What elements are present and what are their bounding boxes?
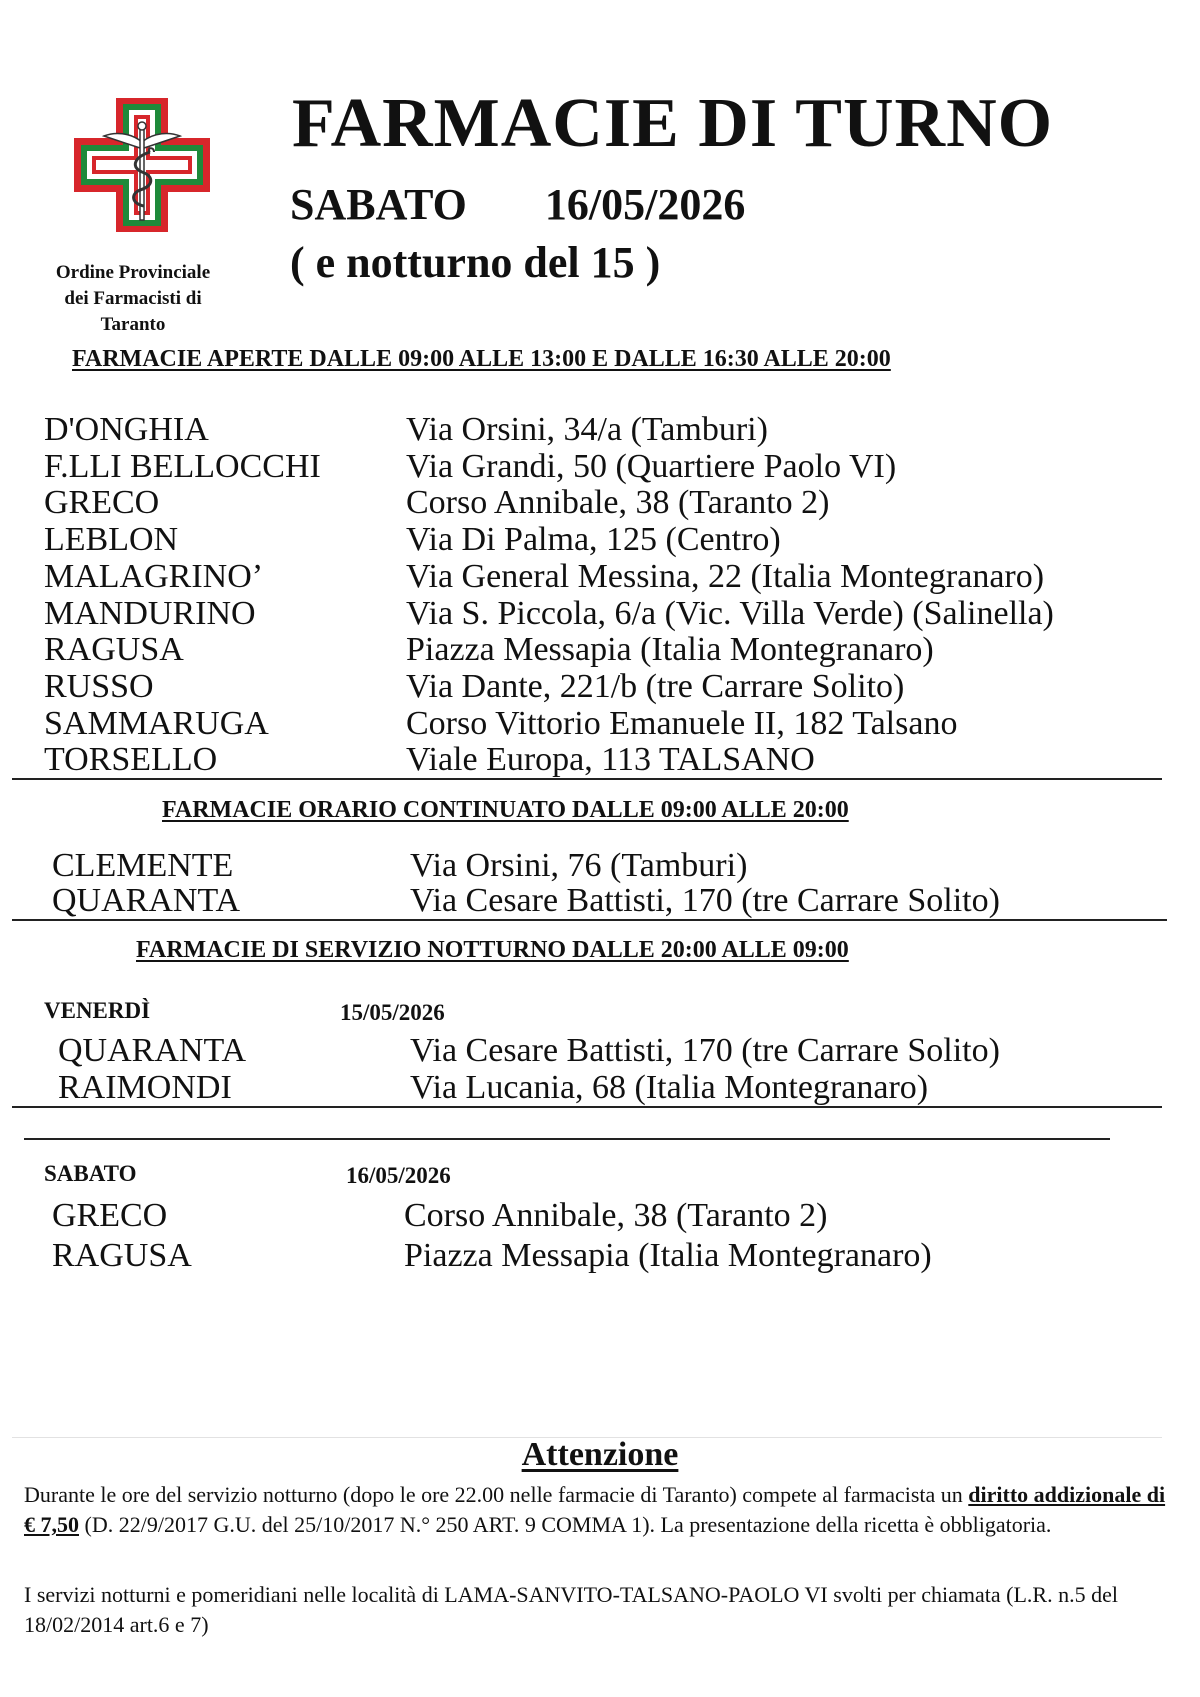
pharmacy-address: Via S. Piccola, 6/a (Vic. Villa Verde) (Salinella) — [406, 594, 1054, 632]
pharmacy-name: LEBLON — [44, 521, 179, 559]
pharmacy-name: MALAGRINO’ — [44, 557, 264, 595]
notice-fee-highlight: diritto addizionale di € 7,50 — [24, 1482, 1166, 1537]
pharmacy-name: RAGUSA — [44, 631, 184, 669]
divider — [12, 1106, 1162, 1108]
pharmacy-name: D'ONGHIA — [44, 411, 209, 448]
pharmacy-name: CLEMENTE — [52, 847, 234, 884]
pharmacy-address: Piazza Messapia (Italia Montegranaro) — [404, 1237, 932, 1274]
pharmacy-cross-caduceus-icon — [74, 98, 210, 232]
pharmacy-address: Via Orsini, 34/a (Tamburi) — [406, 411, 768, 448]
night-date: 15/05/2026 — [340, 1000, 445, 1025]
divider — [12, 919, 1167, 921]
pharmacy-address: Viale Europa, 113 TALSANO — [406, 741, 815, 779]
pharmacy-address: Via General Messina, 22 (Italia Montegranaro) — [406, 557, 1045, 595]
pharmacy-address: Via Dante, 221/b (tre Carrare Solito) — [406, 667, 905, 705]
pharmacy-list-continuous — [52, 848, 1172, 918]
pharmacy-name: QUARANTA — [58, 1032, 247, 1069]
section-heading-continuous-hours: FARMACIE ORARIO CONTINUATO DALLE 09:00 ALLE 20:00 — [162, 797, 849, 823]
pharmacy-address: Piazza Messapia (Italia Montegranaro) — [406, 631, 934, 669]
pharmacy-address: Via Grandi, 50 (Quartiere Paolo VI) — [406, 447, 897, 485]
day-line — [290, 180, 745, 230]
list-item — [52, 1236, 1172, 1276]
day-date: 16/05/2026 — [544, 180, 746, 229]
pharmacy-address: Corso Vittorio Emanuele II, 182 Talsano — [406, 704, 958, 742]
org-name-line1: Ordine Provinciale — [55, 262, 211, 283]
list-item — [52, 848, 1172, 883]
pharmacy-address: Via Lucania, 68 (Italia Montegranaro) — [410, 1069, 929, 1106]
notice-paragraph-services: I servizi notturni e pomeridiani nelle località di LAMA-SANVITO-TALSANO-PAOLO VI svolti per chiamata (L.R. n.5 del 18/02/2014 art.6 e 7) — [24, 1582, 1118, 1637]
pharmacy-address: Via Cesare Battisti, 170 (tre Carrare Solito) — [410, 1032, 1000, 1069]
list-item — [44, 522, 1164, 559]
list-item — [44, 449, 1164, 486]
notice-text: Durante le ore del servizio notturno (dopo le ore 22.00 nelle farmacie di Taranto) compete al farmacista un — [24, 1482, 969, 1507]
notice-paragraph-fee — [24, 1480, 1174, 1540]
night-day-label: VENERDÌ — [44, 998, 151, 1023]
list-item — [58, 1032, 1178, 1069]
list-item — [44, 485, 1164, 522]
list-item — [52, 883, 1172, 918]
pharmacy-name: RUSSO — [44, 667, 154, 705]
list-item — [44, 596, 1164, 633]
pharmacy-name: RAIMONDI — [58, 1069, 232, 1106]
divider — [24, 1138, 1110, 1140]
pharmacy-address: Corso Annibale, 38 (Taranto 2) — [404, 1197, 828, 1234]
pharmacy-address: Corso Annibale, 38 (Taranto 2) — [406, 484, 830, 522]
list-item — [44, 742, 1164, 779]
notice-text: (D. 22/9/2017 G.U. del 25/10/2017 N.° 250 ART. 9 COMMA 1). La presentazione della ricetta è obbligatoria. — [79, 1512, 1052, 1537]
org-name-line3: Taranto — [100, 314, 166, 335]
pharmacy-name: QUARANTA — [52, 882, 241, 919]
list-item — [52, 1196, 1172, 1236]
list-item — [44, 669, 1164, 706]
pharmacy-list-night-friday — [58, 1032, 1178, 1106]
pharmacy-address: Via Orsini, 76 (Tamburi) — [410, 847, 748, 884]
list-item — [44, 412, 1164, 449]
pharmacy-list-day — [44, 412, 1164, 779]
list-item — [58, 1069, 1178, 1106]
section-heading-day-hours: FARMACIE APERTE DALLE 09:00 ALLE 13:00 E DALLE 16:30 ALLE 20:00 — [72, 346, 891, 372]
list-item — [44, 632, 1164, 669]
org-name — [30, 260, 236, 338]
list-item — [44, 706, 1164, 743]
pharmacy-name: MANDURINO — [44, 594, 256, 632]
day-label: SABATO — [290, 180, 467, 229]
night-date: 16/05/2026 — [346, 1163, 451, 1188]
pharmacy-name: TORSELLO — [44, 741, 218, 779]
pharmacy-address: Via Cesare Battisti, 170 (tre Carrare Solito) — [410, 882, 1000, 919]
section-heading-night-service: FARMACIE DI SERVIZIO NOTTURNO DALLE 20:00 ALLE 09:00 — [136, 937, 849, 963]
list-item — [44, 559, 1164, 596]
pharmacy-name: GRECO — [52, 1197, 168, 1234]
notice-title: Attenzione — [521, 1436, 679, 1473]
pharmacy-name: RAGUSA — [52, 1237, 192, 1274]
night-day-label: SABATO — [44, 1161, 137, 1186]
pharmacy-address: Via Di Palma, 125 (Centro) — [406, 521, 781, 559]
page-title: FARMACIE DI TURNO — [292, 85, 1054, 162]
night-note: ( e notturno del 15 ) — [290, 238, 661, 287]
org-name-line2: dei Farmacisti di — [64, 288, 202, 309]
pharmacy-name: SAMMARUGA — [44, 704, 269, 742]
pharmacy-list-night-saturday — [52, 1196, 1172, 1276]
divider — [12, 778, 1162, 780]
pharmacy-name: F.LLI BELLOCCHI — [44, 447, 321, 485]
pharmacy-name: GRECO — [44, 484, 160, 522]
